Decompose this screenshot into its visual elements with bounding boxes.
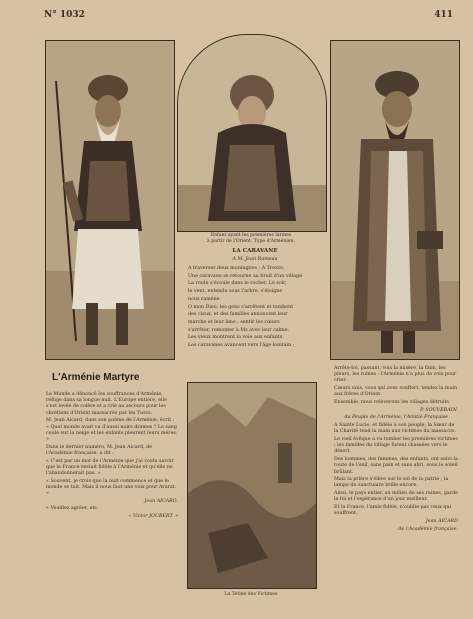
photo-left-man	[45, 40, 175, 360]
right-column	[334, 366, 458, 534]
armenia-paragraph: « Souvent, je crois que la nuit commence et que le monde se tait. Mais il nous faut une voix pour Ararat. »	[46, 478, 177, 497]
photo-right-illustration	[331, 41, 459, 359]
poem-line: marche et leur âme ; sentir les cœurs	[188, 319, 280, 325]
right-section-paragraph: Des hommes, des femmes, des enfants, ont suivi la route de l'exil, sans pain et sans abri, sous le soleil brûlant.	[334, 457, 458, 475]
armenia-sub-signature: « Victor JOUBERT. »	[128, 514, 178, 520]
photo-center-caption-line1: Enfant ayant les premières larmes	[210, 233, 292, 238]
right-final-subtitle: de l'Académie française.	[398, 526, 458, 532]
poem-line: Les vieux montrent la voie aux enfants.	[188, 335, 284, 341]
right-paragraph: Cœurs unis, vous qui avez souffert, tendez la main aux frères d'Orient.	[334, 386, 458, 398]
right-paragraph: Arrête-toi, passant, vois la misère, la faim, les pleurs, les ruines : l'Arménie n'a plus de voix pour crier.	[334, 366, 457, 384]
caravane-poem	[188, 266, 326, 351]
photo-center-caption-line2: à partir de l'Orient. Type d'Arménien.	[207, 238, 295, 244]
armenia-paragraph: « C'est par un mot de l'Arménie que j'ai voulu savoir que la France restait fidèle à l'Arménie et qu'elle ne l'abandonnerait pas. »	[46, 458, 174, 476]
poem-end: Les caravanes avancent vers l'âge lointain ;	[188, 343, 295, 349]
armenia-paragraph: M. Jean Aicard, dans son poème de l'Arménie, écrit : « Quel monde avait vu d'aussi noirs drames ? Le sang coule sur la neige et les enfants pleurent leurs mères. »	[46, 418, 178, 442]
armenia-article	[46, 392, 178, 522]
right-section-paragraph: Le vieil évêque a vu tomber les premières victimes ; les familles du village furent chassées vers le désert.	[334, 437, 458, 455]
armenia-paragraph: Dans le dernier numéro, M. Jean Aicard, de l'Académie française, a dit :	[46, 444, 153, 456]
photo-left-illustration	[46, 41, 174, 359]
photo-center-illustration	[178, 35, 326, 231]
right-section-paragraph: A Sainte Lucie, et fidèle à son peuple, la Sœur de la Charité tend la main aux victimes du massacre.	[334, 423, 456, 435]
poem-line: La route s'écoule dans le rocher. Le soir,	[188, 281, 287, 287]
poem-line: des cieux, et des familles annoncent leur	[188, 312, 288, 318]
poem-line: O mon Dieu, les gens s'arrêtent et tombent	[188, 304, 294, 310]
photo-bottom-illustration	[188, 383, 316, 588]
right-section-paragraph: Et la France, l'amie fidèle, n'oublie pas ceux qui souffrent.	[334, 505, 452, 517]
poem-line: A traverser deux montagnes ; A Trezzo,	[188, 266, 285, 271]
right-final-signature: Jean AICARD	[425, 518, 458, 524]
right-section-paragraph: Ainsi, le pays entier, au milieu de ses ruines, garde la foi et l'espérance d'un jour meilleur.	[334, 491, 458, 503]
armenia-closing: « Veuillez agréer, etc.	[46, 506, 99, 512]
right-signature: P. SOUVERAIN.	[420, 407, 458, 413]
poem-line: le vent, entendu sous l'arbre, s'éloigne	[188, 289, 283, 295]
photo-center-child	[177, 34, 327, 232]
poem-line: nous ramène.	[188, 296, 222, 302]
page-number-right: 411	[434, 10, 453, 20]
photo-right-man	[330, 40, 460, 360]
poem-line: Une caravane se retourne au bruit d'un village.	[188, 273, 304, 279]
armenia-paragraph: Le Monde a dénoncé les souffrances d'Arménie, refuge dans sa longue nuit. L'Europe entière, elle s'est levée de colère et a crié au secours pour les chrétiens d'Orient massacrés par les Turcs.	[46, 392, 167, 416]
right-section-head: Au Peuple de l'Arménie, l'Amitié Française	[343, 415, 449, 421]
poem-line: s'arrêter, remonter à Ms avec leur calme.	[188, 327, 290, 333]
caravane-dedication: A M. Jean Rameau	[232, 257, 278, 262]
photo-center-caption	[177, 233, 325, 244]
page-number-left: N° 1032	[44, 10, 85, 20]
right-paragraph: Ensemble, nous relèverons les villages détruits.	[334, 400, 451, 406]
photo-bottom-ruins	[187, 382, 317, 589]
caravane-title: LA CARAVANE	[232, 248, 278, 254]
armenia-signature: Jean AICARD.	[144, 498, 178, 504]
right-section-paragraph: Mais la prière s'élève sur le sol de la patrie ; la lampe du sanctuaire brille encore.	[334, 477, 449, 489]
armenia-title: L'Arménie Martyre	[52, 372, 140, 383]
photo-bottom-caption: La Tétine des Victimes	[224, 592, 278, 597]
